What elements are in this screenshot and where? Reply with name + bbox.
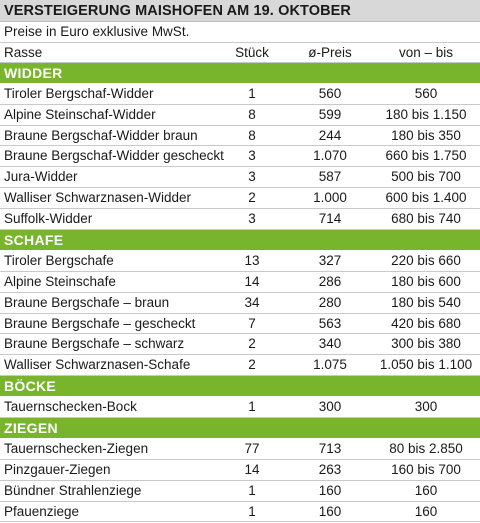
- avg-price-cell: 713: [318, 440, 342, 456]
- breed-cell: Walliser Schwarznasen-Widder: [4, 190, 192, 206]
- count-cell: 3: [248, 211, 256, 227]
- table-row: [0, 251, 480, 272]
- count-cell: 14: [244, 273, 260, 289]
- table-body: [0, 63, 480, 523]
- price-range-cell: 160: [414, 503, 438, 519]
- breed-cell: Walliser Schwarznasen-Schafe: [4, 357, 191, 373]
- table-row: [0, 502, 480, 523]
- price-range-cell: 300: [414, 399, 438, 415]
- breed-cell: Braune Bergschafe – gescheckt: [4, 315, 196, 331]
- price-range-cell: 180 bis 350: [391, 127, 461, 143]
- count-cell: 77: [244, 440, 260, 456]
- breed-cell: Jura-Widder: [4, 169, 78, 185]
- count-cell: 2: [248, 357, 256, 373]
- avg-price-cell: 1.070: [313, 148, 347, 164]
- table-row: [0, 481, 480, 502]
- table-subtitle: Preise in Euro exklusive MwSt.: [4, 24, 190, 39]
- avg-price-cell: 599: [318, 106, 342, 122]
- breed-cell: Tiroler Bergschaf-Widder: [4, 85, 154, 101]
- price-range-cell: 420 bis 680: [391, 315, 461, 331]
- avg-price-cell: 160: [318, 482, 342, 498]
- price-range-cell: 680 bis 740: [391, 211, 461, 227]
- table-row: [0, 105, 480, 126]
- price-range-cell: 160: [414, 482, 438, 498]
- breed-cell: Braune Bergschaf-Widder braun: [4, 127, 198, 143]
- count-cell: 1: [248, 482, 256, 498]
- avg-price-cell: 340: [318, 336, 342, 352]
- column-header-preis: ø-Preis: [308, 45, 352, 60]
- breed-cell: Pinzgauer-Ziegen: [4, 461, 111, 477]
- breed-cell: Tauernschecken-Bock: [4, 399, 137, 415]
- count-cell: 1: [248, 399, 256, 415]
- count-cell: 7: [248, 315, 256, 331]
- price-range-cell: 660 bis 1.750: [385, 148, 467, 164]
- avg-price-cell: 563: [318, 315, 342, 331]
- avg-price-cell: 560: [318, 85, 342, 101]
- count-cell: 13: [244, 252, 260, 268]
- price-range-cell: 600 bis 1.400: [385, 190, 467, 206]
- column-header-row: [0, 42, 480, 63]
- section-title: WIDDER: [4, 64, 63, 81]
- avg-price-cell: 263: [318, 461, 342, 477]
- table-row: [0, 146, 480, 167]
- breed-cell: Tauernschecken-Ziegen: [4, 440, 149, 456]
- column-header-stueck: Stück: [235, 45, 269, 60]
- price-range-cell: 180 bis 540: [391, 294, 461, 310]
- table-row: [0, 314, 480, 335]
- price-range-cell: 160 bis 700: [391, 461, 461, 477]
- breed-cell: Braune Bergschaf-Widder gescheckt: [4, 148, 224, 164]
- avg-price-cell: 300: [318, 399, 342, 415]
- section-header: [0, 376, 480, 397]
- count-cell: 2: [248, 190, 256, 206]
- breed-cell: Suffolk-Widder: [4, 211, 93, 227]
- price-range-cell: 220 bis 660: [391, 252, 461, 268]
- count-cell: 14: [244, 461, 260, 477]
- table-row: [0, 209, 480, 230]
- count-cell: 1: [248, 503, 256, 519]
- avg-price-cell: 160: [318, 503, 342, 519]
- count-cell: 3: [248, 148, 256, 164]
- section-title: SCHAFE: [4, 232, 64, 249]
- avg-price-cell: 327: [318, 252, 342, 268]
- column-header-range: von – bis: [398, 45, 454, 60]
- price-range-cell: 180 bis 600: [391, 273, 461, 289]
- breed-cell: Pfauenziege: [4, 503, 80, 519]
- table-row: [0, 167, 480, 188]
- breed-cell: Bündner Strahlenziege: [4, 482, 142, 498]
- table-row: [0, 397, 480, 418]
- table-row: [0, 293, 480, 314]
- table-row: [0, 272, 480, 293]
- table-row: [0, 126, 480, 147]
- section-title: ZIEGEN: [4, 420, 58, 437]
- count-cell: 1: [248, 85, 256, 101]
- table-title: VERSTEIGERUNG MAISHOFEN AM 19. OKTOBER: [0, 0, 480, 22]
- table-row: [0, 439, 480, 460]
- count-cell: 2: [248, 336, 256, 352]
- price-range-cell: 500 bis 700: [391, 169, 461, 185]
- price-range-cell: 1.050 bis 1.100: [379, 357, 473, 373]
- table-row: [0, 355, 480, 376]
- avg-price-cell: 714: [318, 211, 342, 227]
- table-row: [0, 84, 480, 105]
- count-cell: 3: [248, 169, 256, 185]
- section-header: [0, 63, 480, 84]
- price-range-cell: 180 bis 1.150: [385, 106, 467, 122]
- price-range-cell: 300 bis 380: [391, 336, 461, 352]
- section-header: [0, 418, 480, 439]
- count-cell: 8: [248, 127, 256, 143]
- column-header-rasse: Rasse: [4, 45, 43, 60]
- price-range-cell: 80 bis 2.850: [389, 440, 463, 456]
- avg-price-cell: 280: [318, 294, 342, 310]
- avg-price-cell: 1.075: [313, 357, 347, 373]
- table-row: [0, 460, 480, 481]
- count-cell: 8: [248, 106, 256, 122]
- table-row: [0, 334, 480, 355]
- price-range-cell: 560: [414, 85, 438, 101]
- breed-cell: Alpine Steinschaf-Widder: [4, 106, 156, 122]
- breed-cell: Alpine Steinschafe: [4, 273, 116, 289]
- section-header: [0, 230, 480, 251]
- count-cell: 34: [244, 294, 260, 310]
- avg-price-cell: 1.000: [313, 190, 347, 206]
- avg-price-cell: 286: [318, 273, 342, 289]
- breed-cell: Tiroler Bergschafe: [4, 252, 114, 268]
- avg-price-cell: 587: [318, 169, 342, 185]
- avg-price-cell: 244: [318, 127, 342, 143]
- section-title: BÖCKE: [4, 378, 57, 395]
- breed-cell: Braune Bergschafe – schwarz: [4, 336, 185, 352]
- breed-cell: Braune Bergschafe – braun: [4, 294, 170, 310]
- table-row: [0, 188, 480, 209]
